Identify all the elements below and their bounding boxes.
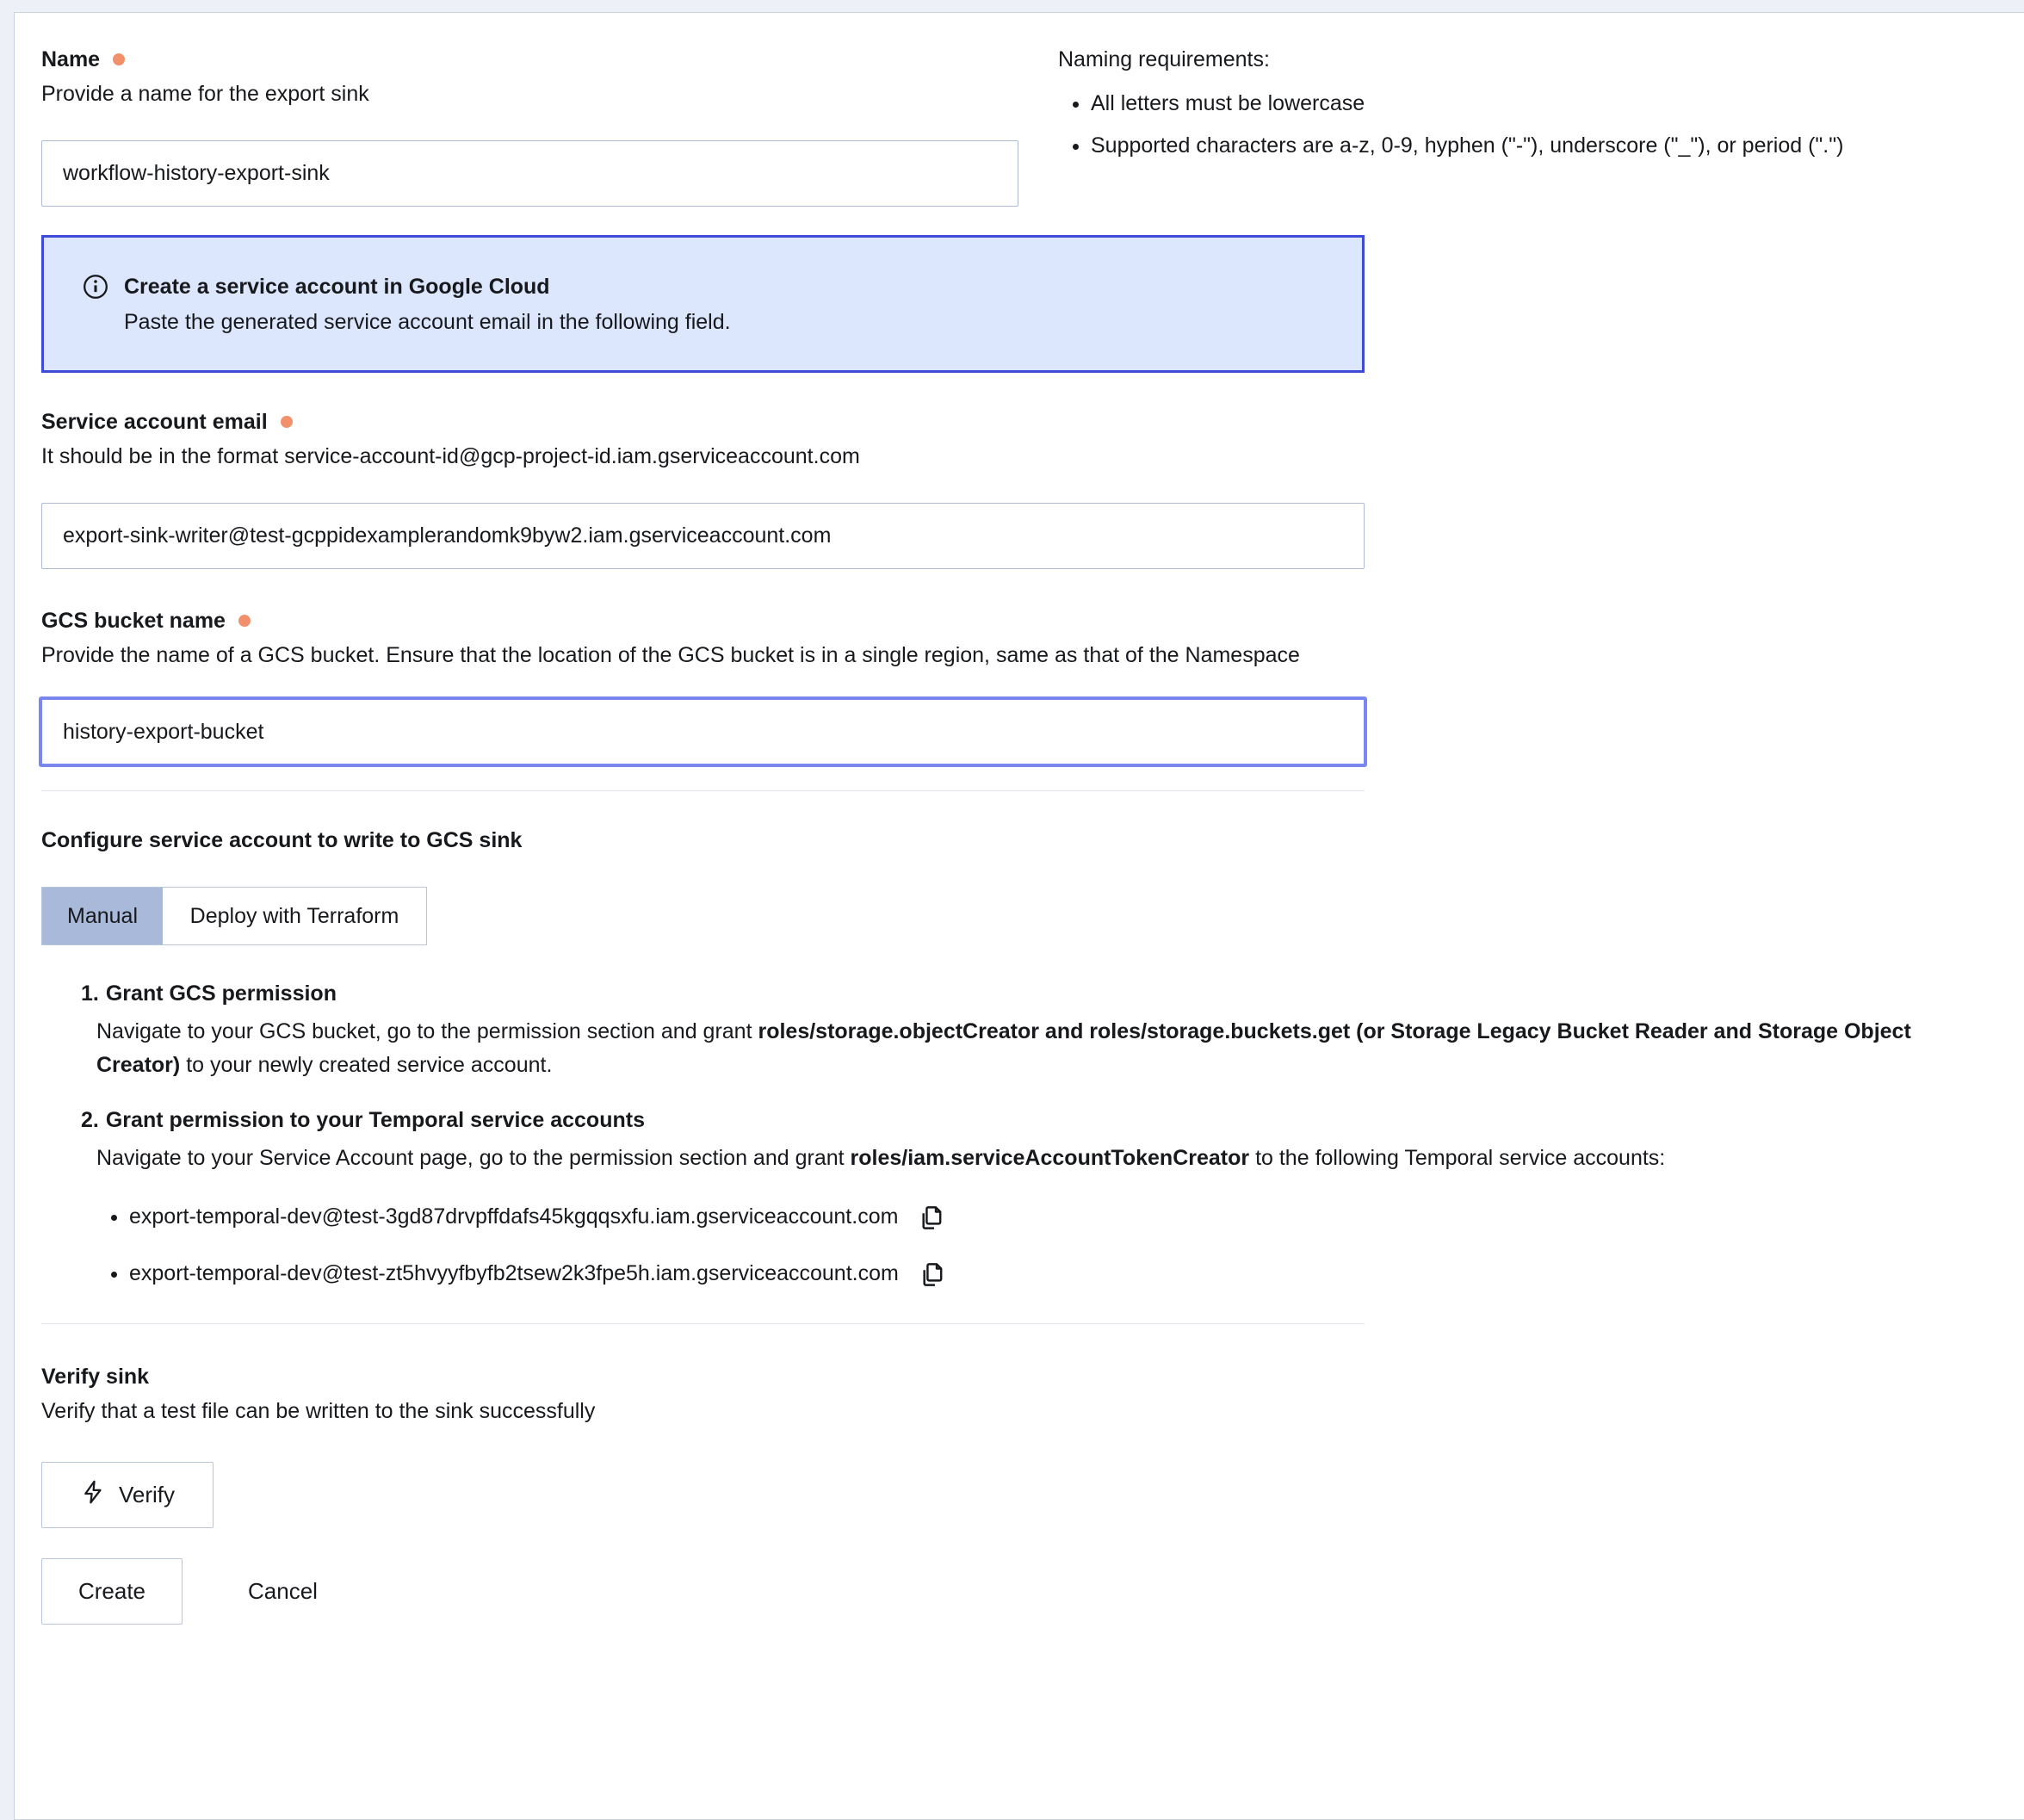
temporal-account-email: export-temporal-dev@test-zt5hvyyfbyfb2tsew2k3fpe5h.iam.gserviceaccount.com [129, 1261, 899, 1285]
bucket-label [41, 606, 1365, 635]
name-label [41, 45, 1018, 74]
verify-sink-hint: Verify that a test file can be written to the sink successfully [41, 1399, 596, 1423]
name-input[interactable] [41, 140, 1018, 207]
name-hint: Provide a name for the export sink [41, 82, 369, 106]
info-title: Create a service account in Google Cloud [124, 275, 550, 299]
service-account-field [41, 407, 1365, 569]
manual-steps [81, 976, 2009, 1291]
naming-requirement-item: • Supported characters are a-z, 0-9, hyphen ("-"), underscore ("_"), or period (".") [1091, 128, 1843, 163]
bucket-field [41, 606, 1365, 767]
step-number: 1. [81, 981, 99, 1006]
temporal-account-list [81, 1199, 2009, 1291]
create-button[interactable]: Create [41, 1558, 183, 1625]
section-divider [41, 790, 1365, 791]
cancel-button[interactable]: Cancel [239, 1558, 326, 1625]
temporal-account-item [129, 1199, 2009, 1234]
verify-button[interactable] [41, 1462, 214, 1528]
info-banner [41, 235, 1365, 373]
form-content [15, 13, 2024, 1625]
temporal-account-email: export-temporal-dev@test-3gd87drvpffdafs45kgqqsxfu.iam.gserviceaccount.com [129, 1204, 899, 1229]
naming-requirements-list [1058, 86, 1843, 163]
copy-icon [919, 1261, 946, 1288]
bucket-input[interactable] [39, 696, 1367, 767]
configure-heading: Configure service account to write to GCS sink [41, 828, 523, 852]
zap-icon [80, 1479, 106, 1511]
step-grant-gcs-permission [81, 976, 2009, 1082]
verify-button-label: Verify [118, 1482, 176, 1507]
naming-requirement-item: • All letters must be lowercase [1091, 86, 1843, 121]
step-body-text: to the following Temporal service accounts: [1249, 1146, 1666, 1170]
step-body [96, 1015, 1978, 1082]
section-divider [41, 1323, 1365, 1324]
form-actions [41, 1558, 2024, 1625]
step-body-text: Navigate to your Service Account page, go to the permission section and grant [96, 1146, 851, 1170]
info-text [124, 272, 731, 337]
temporal-account-item [129, 1256, 2009, 1291]
info-body: Paste the generated service account email in the following field. [124, 310, 731, 334]
step-title [81, 1103, 2009, 1137]
step-body-roles: roles/storage.objectCreator and roles/storage.buckets.get (or Storage Legacy Bucket Reader and Storage Object Creator) [96, 1019, 1911, 1077]
tab-manual[interactable]: Manual [42, 888, 163, 944]
copy-button[interactable] [919, 1261, 946, 1288]
step-body-text: Navigate to your GCS bucket, go to the permission section and grant [96, 1019, 758, 1043]
naming-requirements-title: Naming requirements: [1058, 47, 1270, 71]
service-account-label-text: Service account email [41, 410, 268, 434]
step-number: 2. [81, 1108, 99, 1132]
info-icon [82, 273, 109, 300]
copy-icon [919, 1204, 945, 1231]
export-sink-form-panel [14, 12, 2024, 1820]
step-body-roles: roles/iam.serviceAccountTokenCreator [850, 1146, 1250, 1170]
copy-button[interactable] [919, 1204, 945, 1231]
tab-deploy-with-terraform[interactable]: Deploy with Terraform [163, 888, 426, 944]
required-dot [113, 53, 125, 65]
naming-requirements [1058, 45, 1843, 207]
service-account-input[interactable] [41, 503, 1365, 569]
step-grant-temporal-permission [81, 1103, 2009, 1291]
verify-sink-label-text: Verify sink [41, 1365, 150, 1389]
step-body-text: to your newly created service account. [180, 1053, 553, 1077]
step-title-text: Grant GCS permission [105, 981, 337, 1006]
step-title [81, 976, 2009, 1011]
service-account-hint: It should be in the format service-account-id@gcp-project-id.iam.gserviceaccount.com [41, 444, 860, 468]
name-label-text: Name [41, 47, 101, 71]
step-body [96, 1142, 1978, 1175]
configure-tab-group [41, 887, 427, 945]
step-title-text: Grant permission to your Temporal service accounts [105, 1108, 645, 1132]
verify-sink-label [41, 1362, 2024, 1391]
bucket-label-text: GCS bucket name [41, 609, 226, 633]
required-dot [238, 615, 251, 627]
bucket-hint: Provide the name of a GCS bucket. Ensure that the location of the GCS bucket is in a single region, same as that of the Namespace [41, 643, 1300, 667]
service-account-label [41, 407, 1365, 436]
name-field [41, 45, 1018, 207]
name-row [41, 45, 2024, 207]
required-dot [281, 416, 293, 428]
